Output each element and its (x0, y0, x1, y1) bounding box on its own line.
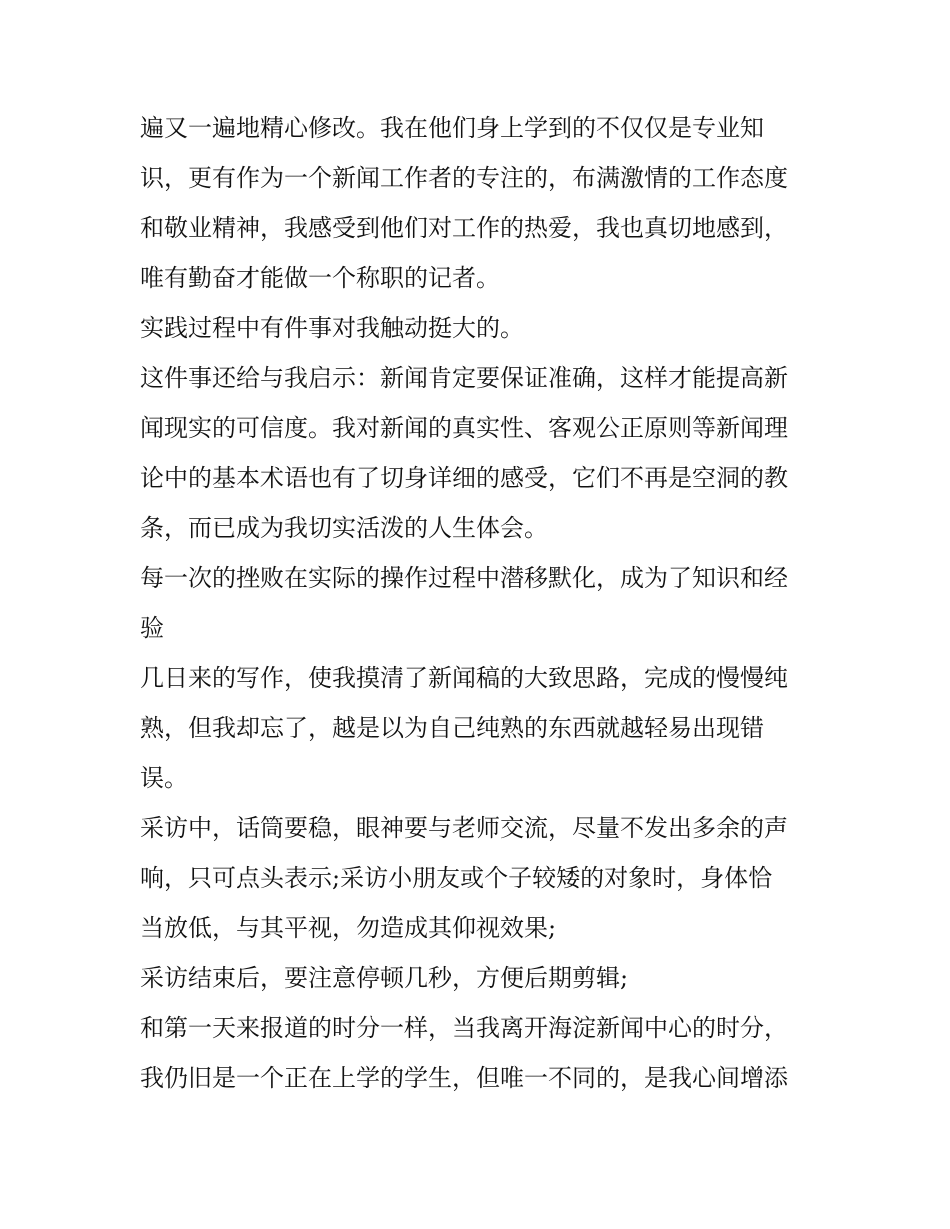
text-line: 验 (140, 614, 164, 642)
text-line: 每一次的挫败在实际的操作过程中潜移默化，成为了知识和经 (140, 564, 788, 592)
text-line: 条，而已成为我切实活泼的人生体会。 (140, 514, 548, 542)
text-line: 识，更有作为一个新闻工作者的专注的，布满激情的工作态度 (140, 164, 788, 192)
text-line: 和敬业精神，我感受到他们对工作的热爱，我也真切地感到， (140, 214, 788, 242)
text-line: 实践过程中有件事对我触动挺大的。 (140, 314, 524, 342)
text-line: 采访结束后，要注意停顿几秒，方便后期剪辑; (140, 964, 629, 992)
text-line: 当放低，与其平视，勿造成其仰视效果; (140, 914, 557, 942)
text-line: 这件事还给与我启示：新闻肯定要保证准确，这样才能提高新 (140, 364, 788, 392)
text-line: 遍又一遍地精心修改。我在他们身上学到的不仅仅是专业知 (140, 114, 764, 142)
text-line: 闻现实的可信度。我对新闻的真实性、客观公正原则等新闻理 (140, 414, 788, 442)
text-line: 熟，但我却忘了，越是以为自己纯熟的东西就越轻易出现错 (140, 714, 764, 742)
text-line: 和第一天来报道的时分一样，当我离开海淀新闻中心的时分， (140, 1014, 788, 1042)
text-line: 论中的基本术语也有了切身详细的感受，它们不再是空洞的教 (140, 464, 788, 492)
text-line: 几日来的写作，使我摸清了新闻稿的大致思路，完成的慢慢纯 (140, 664, 788, 692)
text-line: 响，只可点头表示;采访小朋友或个子较矮的对象时，身体恰 (140, 864, 773, 892)
text-line: 采访中，话筒要稳，眼神要与老师交流，尽量不发出多余的声 (140, 814, 788, 842)
text-line: 我仍旧是一个正在上学的学生，但唯一不同的，是我心间增添 (140, 1064, 788, 1092)
text-line: 误。 (140, 764, 188, 792)
body-text (140, 103, 840, 1103)
text-line: 唯有勤奋才能做一个称职的记者。 (140, 264, 500, 292)
